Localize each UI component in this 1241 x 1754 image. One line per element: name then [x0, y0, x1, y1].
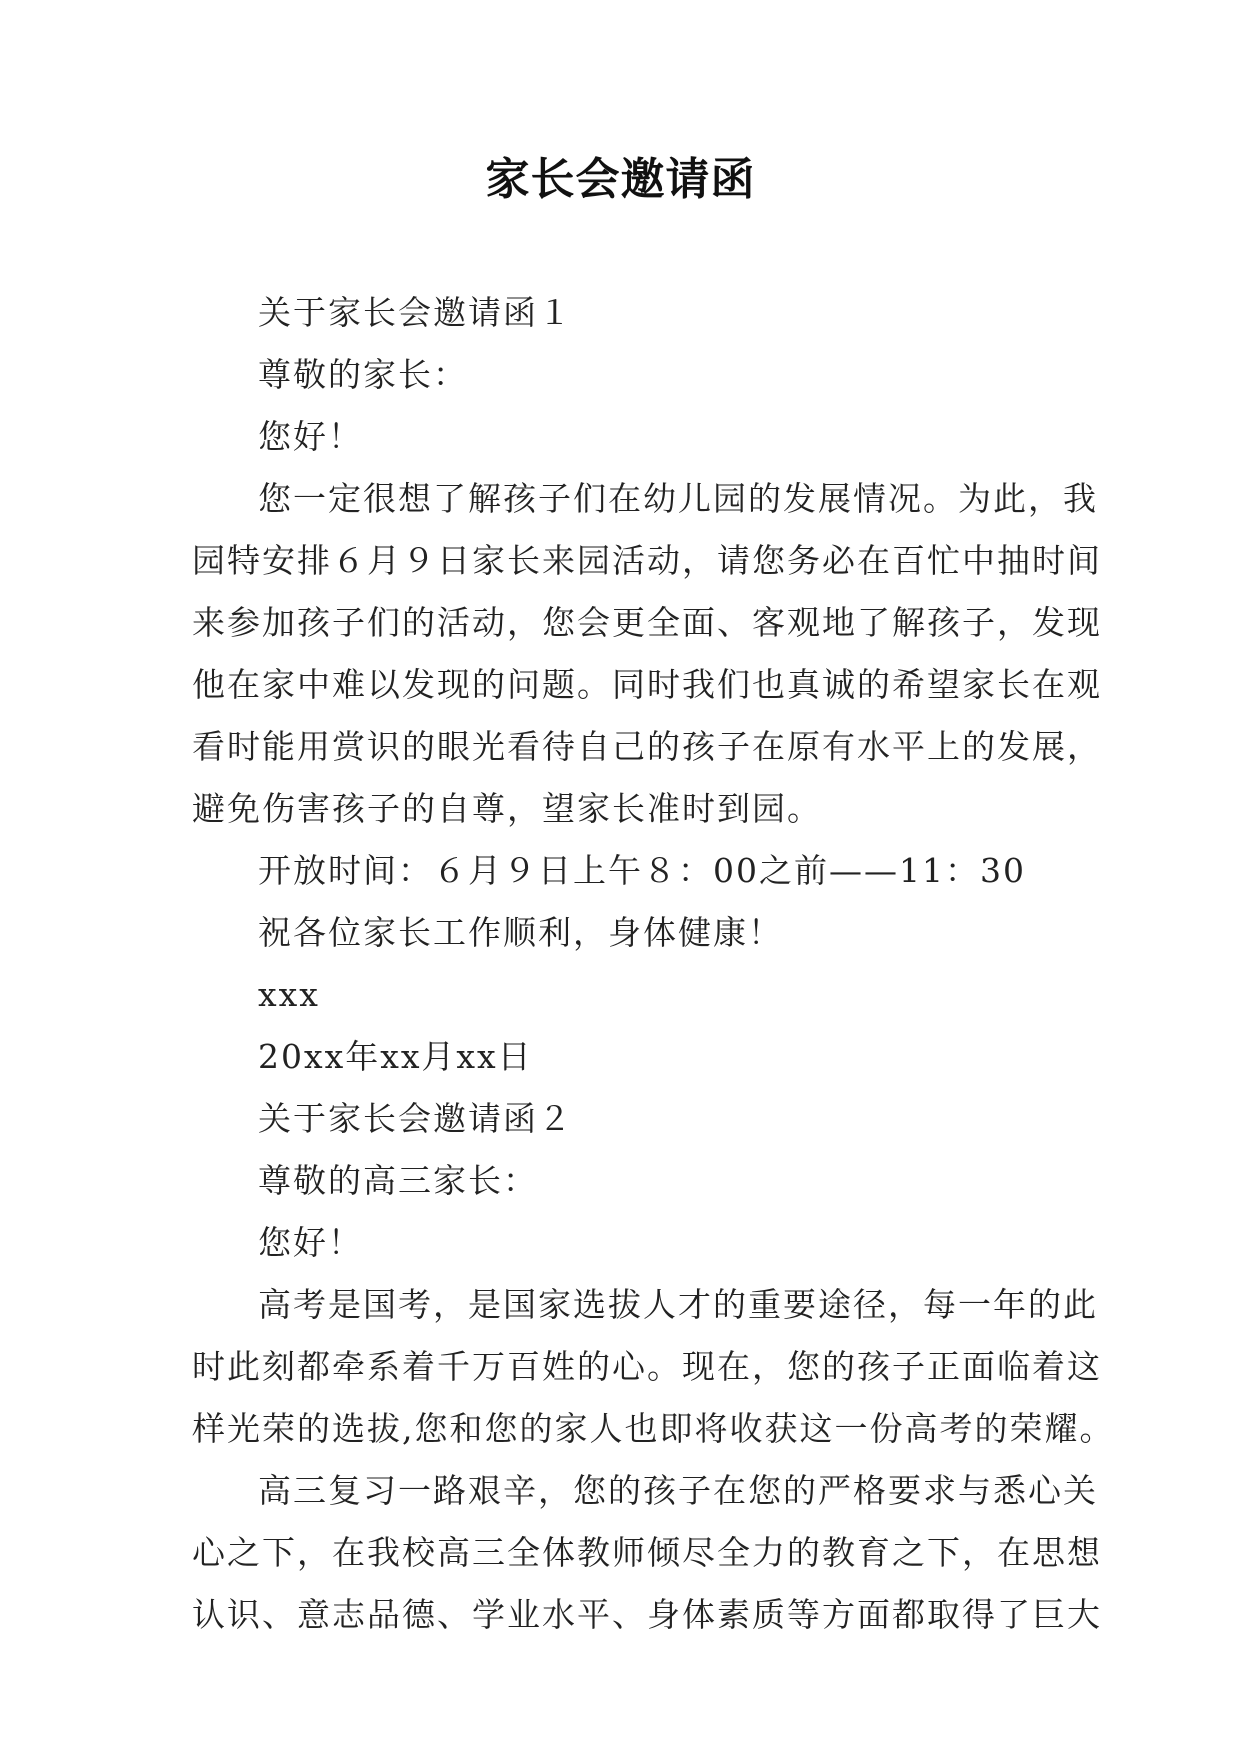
text-line: 开放时间：６月９日上午８：00之前——11：30 — [258, 851, 1026, 890]
text-line: 祝各位家长工作顺利，身体健康！ — [258, 913, 783, 952]
text-line: 避免伤害孩子的自尊，望家长准时到园。 — [192, 789, 822, 828]
text-line: 您好！ — [258, 417, 363, 456]
text-line: xxx — [258, 975, 320, 1014]
text-line: 您一定很想了解孩子们在幼儿园的发展情况。为此，我 — [258, 479, 1098, 518]
text-line: 时此刻都牵系着千万百姓的心。现在，您的孩子正面临着这 — [192, 1347, 1102, 1386]
text-line: 高三复习一路艰辛，您的孩子在您的严格要求与悉心关 — [258, 1471, 1098, 1510]
document-body — [192, 282, 1115, 1646]
text-line: 高考是国考，是国家选拔人才的重要途径，每一年的此 — [258, 1285, 1098, 1324]
text-line: 尊敬的家长： — [258, 355, 468, 394]
text-line: 您好！ — [258, 1223, 363, 1262]
text-line: 园特安排６月９日家长来园活动，请您务必在百忙中抽时间 — [192, 541, 1102, 580]
text-line: 关于家长会邀请函１ — [258, 293, 573, 332]
text-line: 他在家中难以发现的问题。同时我们也真诚的希望家长在观 — [192, 665, 1102, 704]
text-line: 认识、意志品德、学业水平、身体素质等方面都取得了巨大 — [192, 1595, 1102, 1634]
text-line: 样光荣的选拔,您和您的家人也即将收获这一份高考的荣耀。 — [192, 1409, 1115, 1448]
document-title: 家长会邀请函 — [485, 154, 756, 205]
text-line: 关于家长会邀请函２ — [258, 1099, 573, 1138]
text-line: 来参加孩子们的活动，您会更全面、客观地了解孩子，发现 — [192, 603, 1102, 642]
text-line: 20xx年xx月xx日 — [258, 1037, 533, 1076]
text-line: 看时能用赏识的眼光看待自己的孩子在原有水平上的发展， — [192, 727, 1102, 766]
text-line: 心之下，在我校高三全体教师倾尽全力的教育之下，在思想 — [192, 1533, 1102, 1572]
text-line: 尊敬的高三家长： — [258, 1161, 538, 1200]
